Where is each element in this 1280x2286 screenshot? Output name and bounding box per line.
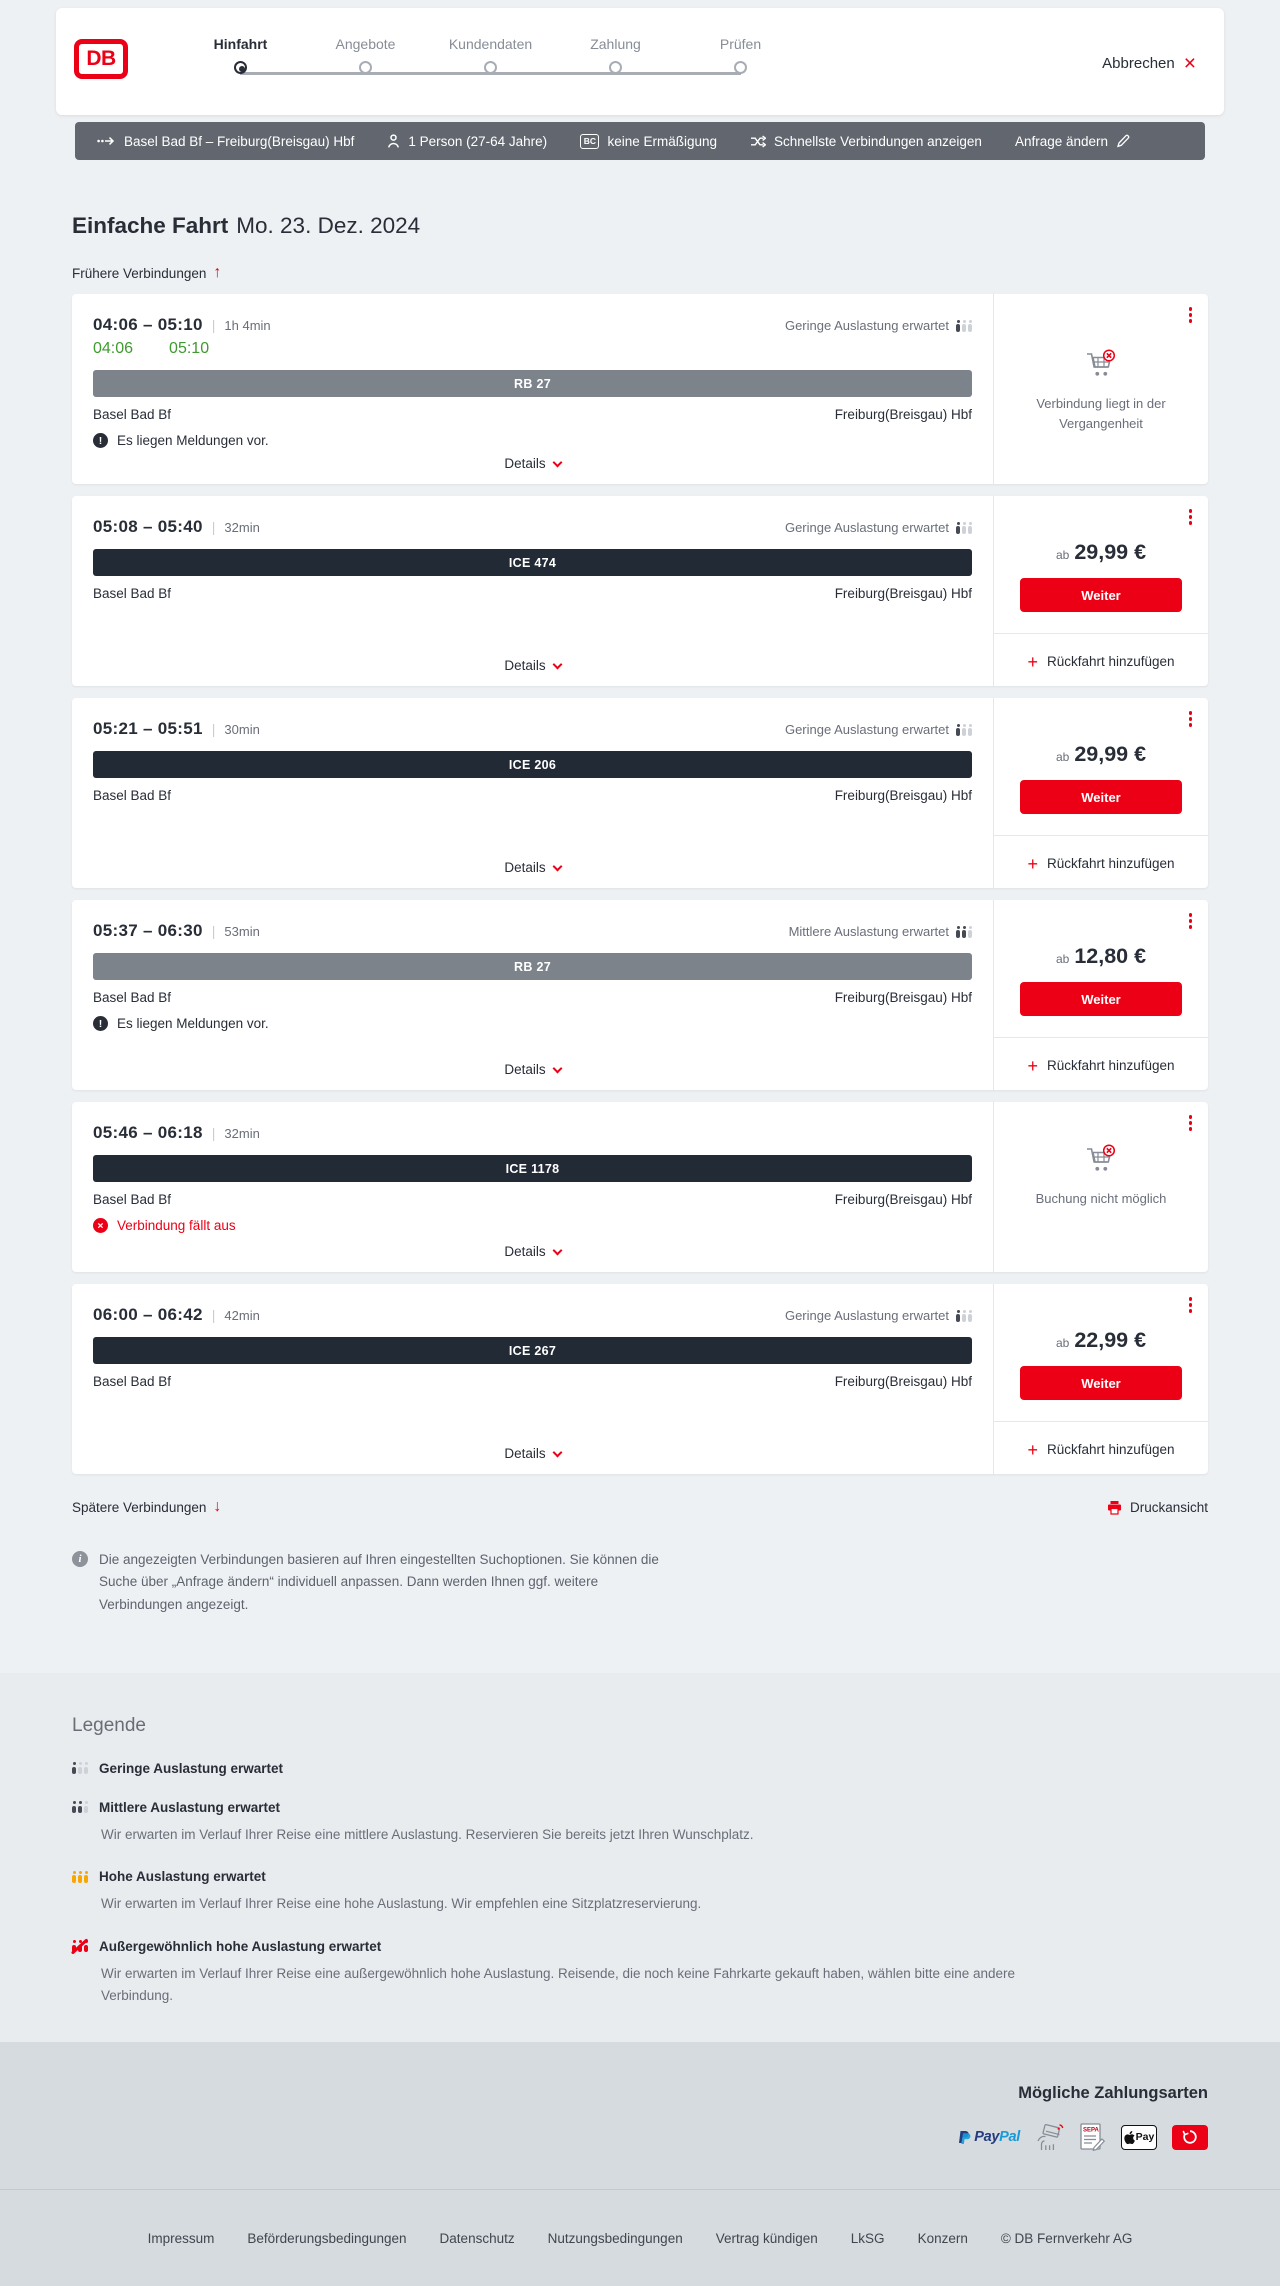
plus-icon: + (1027, 651, 1038, 672)
print-view-link[interactable]: Druckansicht (1107, 1500, 1208, 1515)
connection-duration: 30min (224, 722, 260, 737)
connection-times: 05:08 – 05:40 (93, 517, 203, 536)
details-toggle[interactable]: Details (72, 1062, 993, 1077)
cancel-button[interactable]: Abbrechen × (1102, 51, 1196, 75)
details-toggle[interactable]: Details (72, 456, 993, 471)
departure-station: Basel Bad Bf (93, 788, 172, 803)
step-dot (609, 61, 622, 74)
later-connections-link[interactable]: Spätere Verbindungen ↓ (72, 1498, 222, 1515)
occupancy-indicator: Geringe Auslastung erwartet (785, 318, 972, 333)
search-summary-bar (75, 122, 1205, 160)
connection-duration: 53min (224, 924, 260, 939)
more-options-button[interactable] (1189, 913, 1193, 929)
footer-link-vertrag-kuendigen[interactable]: Vertrag kündigen (715, 2230, 818, 2246)
chevron-down-icon (552, 458, 562, 468)
arrival-station: Freiburg(Breisgau) Hbf (834, 990, 972, 1005)
cart-unavailable-icon (1085, 349, 1117, 379)
payment-section (0, 2042, 1280, 2189)
more-options-button[interactable] (1189, 1297, 1193, 1313)
occupancy-exceptional-icon (72, 1940, 88, 1952)
apple-pay-icon: Pay (1121, 2125, 1157, 2150)
train-segment-bar[interactable]: RB 27 (93, 953, 972, 980)
page-title: Einfache Fahrt Mo. 23. Dez. 2024 (72, 213, 421, 238)
legend-item: Außergewöhnlich hohe Auslastung erwartet Wir erwarten im Verlauf Ihrer Reise eine außergewöhnlich hohe Auslastung. Reisende, die noch keine Fahrkarte gekauft haben, wählen bitte eine andere Verbindung. (72, 1939, 1208, 2006)
train-segment-bar[interactable]: ICE 474 (93, 549, 972, 576)
connection-card: 05:08 – 05:40 | 32min Geringe Auslastung erwartet ICE 474 Basel Bad Bf Freiburg(Breisgau) Hbf Details ab 29,99 € Weiter + Rückfahrt hinzufügen (72, 496, 1208, 686)
connection-duration: 32min (224, 520, 260, 535)
connection-times: 05:21 – 05:51 (93, 719, 203, 738)
svg-text:SEPA: SEPA (1083, 2127, 1099, 2134)
cart-unavailable-icon (1085, 1144, 1117, 1174)
step-dot (734, 61, 747, 74)
departure-station: Basel Bad Bf (93, 407, 172, 422)
details-toggle[interactable]: Details (72, 860, 993, 875)
step-zahlung[interactable]: Zahlung (553, 36, 678, 74)
occupancy-indicator: Geringe Auslastung erwartet (785, 520, 972, 535)
departure-station: Basel Bad Bf (93, 1192, 172, 1207)
connection-duration: 1h 4min (224, 318, 271, 333)
arrow-down-icon: ↓ (213, 1498, 222, 1515)
more-options-button[interactable] (1189, 711, 1193, 727)
arrival-station: Freiburg(Breisgau) Hbf (834, 407, 972, 422)
connection-times: 04:06 – 05:10 (93, 315, 203, 334)
chevron-down-icon (552, 1246, 562, 1256)
occupancy-medium-icon (72, 1801, 88, 1813)
occupancy-medium-icon (956, 926, 972, 938)
earlier-connections-link[interactable]: Frühere Verbindungen ↑ (72, 264, 222, 281)
more-options-button[interactable] (1189, 1115, 1193, 1131)
arrival-station: Freiburg(Breisgau) Hbf (834, 1374, 972, 1389)
step-hinfahrt[interactable]: Hinfahrt (178, 36, 303, 74)
passenger-summary: 1 Person (27-64 Jahre) (387, 134, 547, 149)
step-angebote[interactable]: Angebote (303, 36, 428, 74)
train-segment-bar[interactable]: ICE 267 (93, 1337, 972, 1364)
arrival-station: Freiburg(Breisgau) Hbf (834, 1192, 972, 1207)
progress-stepper (178, 36, 803, 74)
connection-card: 04:06 – 05:10 | 1h 4min Geringe Auslastung erwartet 04:06 05:10 RB 27 Basel Bad Bf Freiburg(Breisgau) Hbf ! Es liegen Meldungen vor. Details Verbindung liegt in der Vergangenheit (72, 294, 1208, 484)
plus-icon: + (1027, 1439, 1038, 1460)
details-toggle[interactable]: Details (72, 1244, 993, 1259)
occupancy-high-icon (72, 1871, 88, 1883)
price: ab 22,99 € (1055, 1328, 1147, 1352)
travel-date: Mo. 23. Dez. 2024 (236, 213, 421, 238)
footer (0, 2189, 1280, 2286)
legend-item: Mittlere Auslastung erwartet Wir erwarten im Verlauf Ihrer Reise eine mittlere Auslastung. Reservieren Sie bereits jetzt Ihren Wunschplatz. (72, 1800, 1208, 1846)
footer-copyright: © DB Fernverkehr AG (1000, 2230, 1133, 2246)
unavailable-info: Verbindung liegt in der Vergangenheit (1021, 349, 1181, 434)
speed-summary: Schnellste Verbindungen anzeigen (750, 134, 982, 149)
printer-icon (1107, 1500, 1122, 1515)
db-logo (74, 39, 128, 79)
sepa-direct-debit-icon (1080, 2123, 1106, 2151)
occupancy-low-icon (956, 320, 972, 332)
chevron-down-icon (552, 660, 562, 670)
connection-times: 05:37 – 06:30 (93, 921, 203, 940)
route-summary: Basel Bad Bf – Freiburg(Breisgau) Hbf (97, 134, 354, 149)
discount-summary: BC keine Ermäßigung (580, 134, 717, 149)
shuffle-icon (750, 135, 766, 148)
occupancy-indicator: Geringe Auslastung erwartet (785, 722, 972, 737)
step-dot (359, 61, 372, 74)
occupancy-low-icon (956, 522, 972, 534)
weiter-button[interactable]: Weiter (1020, 578, 1182, 612)
chevron-down-icon (552, 1064, 562, 1074)
connection-message: ! Es liegen Meldungen vor. (93, 433, 972, 448)
connection-card: 06:00 – 06:42 | 42min Geringe Auslastung erwartet ICE 267 Basel Bad Bf Freiburg(Breisgau) Hbf Details ab 22,99 € Weiter + Rückfahrt hinzufügen (72, 1284, 1208, 1474)
legend-section (0, 1673, 1280, 2042)
details-toggle[interactable]: Details (72, 658, 993, 673)
departure-station: Basel Bad Bf (93, 1374, 172, 1389)
chevron-down-icon (552, 862, 562, 872)
footer-link-nutzungsbedingungen[interactable]: Nutzungsbedingungen (547, 2230, 683, 2246)
cancel-circle-icon: × (93, 1218, 108, 1233)
connection-duration: 32min (224, 1126, 260, 1141)
route-arrow-icon (97, 136, 116, 146)
price: ab 29,99 € (1055, 540, 1147, 564)
realtime-times: 04:06 05:10 (93, 340, 210, 357)
search-options-hint: i Die angezeigten Verbindungen basieren auf Ihren eingestellten Suchoptionen. Sie können die Suche über „Anfrage ändern“ individuell anpassen. Dann werden Ihnen ggf. weitere Verbindungen angezeigt. (72, 1549, 1208, 1616)
step-dot-active (234, 61, 247, 74)
add-return-button[interactable]: + Rückfahrt hinzufügen (1027, 651, 1175, 672)
info-icon: i (72, 1551, 88, 1567)
add-return-button[interactable]: + Rückfahrt hinzufügen (1027, 853, 1175, 874)
connection-message: ! Es liegen Meldungen vor. (93, 1016, 972, 1031)
connection-times: 06:00 – 06:42 (93, 1305, 203, 1324)
add-return-button[interactable]: + Rückfahrt hinzufügen (1027, 1055, 1175, 1076)
arrival-station: Freiburg(Breisgau) Hbf (834, 788, 972, 803)
close-icon: × (1183, 51, 1196, 75)
details-toggle[interactable]: Details (72, 1446, 993, 1461)
add-return-button[interactable]: + Rückfahrt hinzufügen (1027, 1439, 1175, 1460)
plus-icon: + (1027, 853, 1038, 874)
occupancy-indicator: Geringe Auslastung erwartet (785, 1308, 972, 1323)
footer-link-konzern[interactable]: Konzern (917, 2230, 968, 2246)
footer-link-lksg[interactable]: LkSG (850, 2230, 885, 2246)
step-kundendaten[interactable]: Kundendaten (428, 36, 553, 74)
weiter-button[interactable]: Weiter (1020, 1366, 1182, 1400)
legend-item: Hohe Auslastung erwartet Wir erwarten im Verlauf Ihrer Reise eine hohe Auslastung. Wir empfehlen eine Sitzplatzreservierung. (72, 1869, 1208, 1915)
departure-station: Basel Bad Bf (93, 990, 172, 1005)
step-pruefen[interactable]: Prüfen (678, 36, 803, 74)
occupancy-indicator: Mittlere Auslastung erwartet (789, 924, 972, 939)
weiter-button[interactable]: Weiter (1020, 780, 1182, 814)
connection-card: 05:37 – 06:30 | 53min Mittlere Auslastung erwartet RB 27 Basel Bad Bf Freiburg(Breisgau) Hbf ! Es liegen Meldungen vor. Details ab 12,80 € Weiter + Rückfahrt hinzufügen (72, 900, 1208, 1090)
alert-icon: ! (93, 433, 108, 448)
legend-item: Geringe Auslastung erwartet (72, 1761, 1208, 1776)
step-dot (484, 61, 497, 74)
person-icon (387, 134, 400, 148)
connection-card: 05:46 – 06:18 | 32min ICE 1178 Basel Bad Bf Freiburg(Breisgau) Hbf × Verbindung fällt aus Details Buchung nicht möglich (72, 1102, 1208, 1272)
credit-card-icon (1035, 2123, 1065, 2151)
chevron-down-icon (552, 1448, 562, 1458)
departure-station: Basel Bad Bf (93, 586, 172, 601)
refund-voucher-icon (1172, 2125, 1208, 2150)
occupancy-low-icon (956, 1310, 972, 1322)
footer-link-impressum[interactable]: Impressum (147, 2230, 215, 2246)
plus-icon: + (1027, 1055, 1038, 1076)
train-segment-bar[interactable]: ICE 206 (93, 751, 972, 778)
train-segment-bar[interactable]: ICE 1178 (93, 1155, 972, 1182)
price: ab 29,99 € (1055, 742, 1147, 766)
connection-duration: 42min (224, 1308, 260, 1323)
connection-times: 05:46 – 06:18 (93, 1123, 203, 1142)
weiter-button[interactable]: Weiter (1020, 982, 1182, 1016)
footer-link-datenschutz[interactable]: Datenschutz (439, 2230, 515, 2246)
arrival-station: Freiburg(Breisgau) Hbf (834, 586, 972, 601)
more-options-button[interactable] (1189, 307, 1193, 323)
legend-title: Legende (72, 1714, 146, 1736)
payment-title: Mögliche Zahlungsarten (1018, 2084, 1208, 2103)
occupancy-low-icon (72, 1762, 88, 1774)
price: ab 12,80 € (1055, 944, 1147, 968)
train-segment-bar[interactable]: RB 27 (93, 370, 972, 397)
connection-card: 05:21 – 05:51 | 30min Geringe Auslastung erwartet ICE 206 Basel Bad Bf Freiburg(Breisgau) Hbf Details ab 29,99 € Weiter + Rückfahrt hinzufügen (72, 698, 1208, 888)
more-options-button[interactable] (1189, 509, 1193, 525)
header (56, 8, 1224, 115)
bahncard-icon: BC (580, 134, 599, 149)
paypal-icon: PayPal (958, 2129, 1020, 2145)
edit-request-button[interactable]: Anfrage ändern (1015, 134, 1130, 149)
occupancy-low-icon (956, 724, 972, 736)
unavailable-info: Buchung nicht möglich (1021, 1144, 1181, 1209)
pencil-icon (1116, 134, 1130, 148)
cancellation-message: × Verbindung fällt aus (93, 1218, 972, 1233)
alert-icon: ! (93, 1016, 108, 1031)
arrow-up-icon: ↑ (213, 264, 222, 281)
db-logo-text: DB (86, 47, 116, 70)
footer-link-befoerderungsbedingungen[interactable]: Beförderungsbedingungen (247, 2230, 407, 2246)
